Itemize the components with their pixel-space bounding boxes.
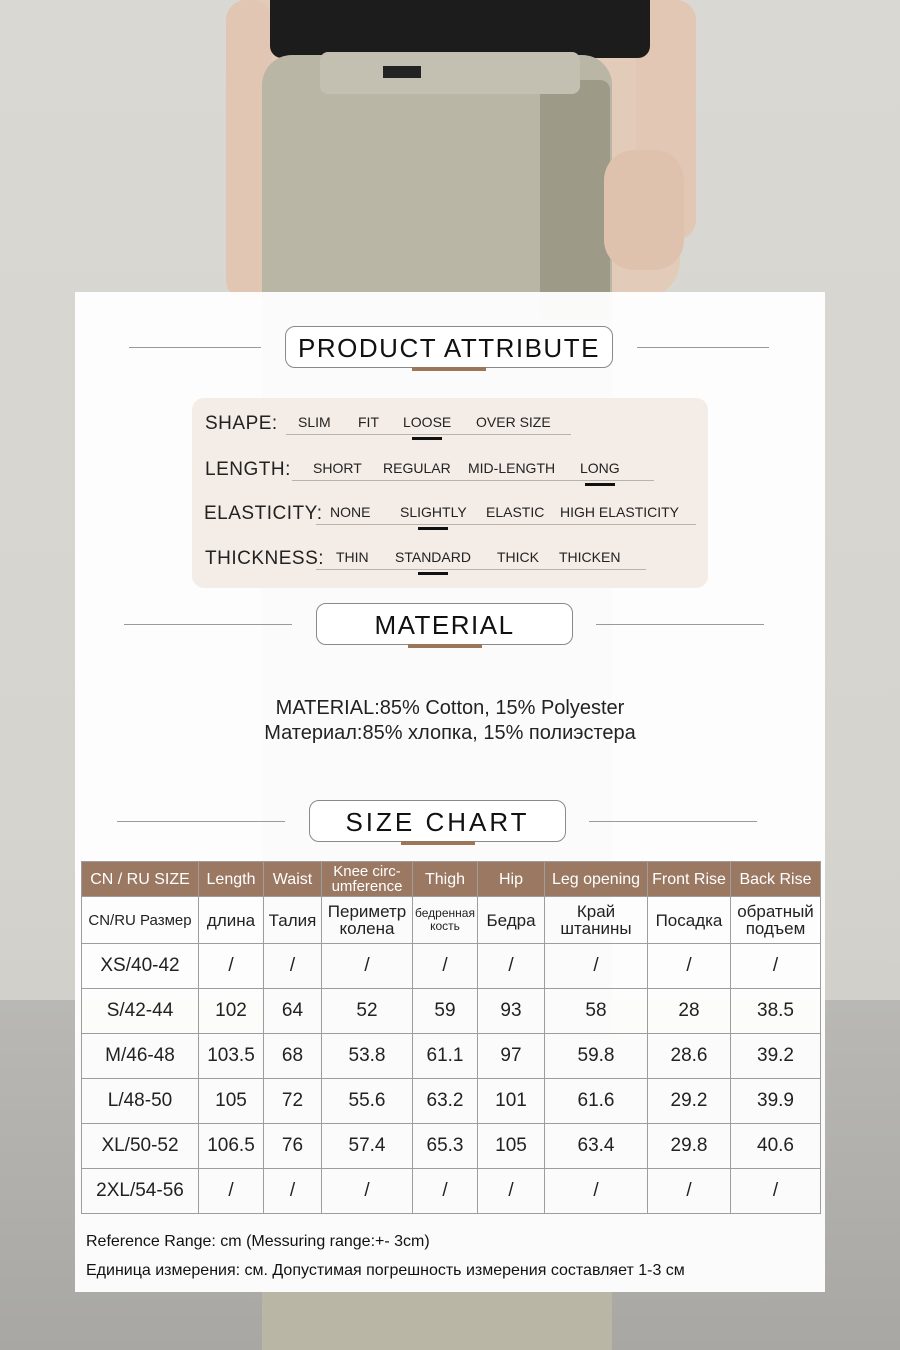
value-cell: / (545, 944, 648, 989)
value-cell: 103.5 (199, 1034, 264, 1079)
attr-option: HIGH ELASTICITY (560, 504, 680, 520)
attr-option: SHORT (313, 460, 362, 476)
attr-option: NONE (330, 504, 371, 520)
value-cell: 68 (264, 1034, 322, 1079)
size-chart-ru-header-row (82, 897, 821, 944)
value-cell: / (413, 944, 478, 989)
header-cell: Thigh (413, 862, 478, 897)
attributes-title: PRODUCT ATTRIBUTE (298, 333, 600, 363)
attr-option: THICK (497, 549, 539, 565)
size-chart-table (81, 861, 821, 1214)
attr-label-thickness: THICKNESS: (205, 548, 325, 569)
table-row (82, 989, 821, 1034)
waistband-label (383, 66, 421, 78)
attr-option-selected: LONG (580, 460, 620, 476)
table-row (82, 944, 821, 989)
ru-header-cell: CN/RU Размер (82, 897, 199, 944)
material-title: MATERIAL (374, 610, 515, 640)
attr-option: MID-LENGTH (468, 460, 556, 476)
table-row (82, 1079, 821, 1124)
value-cell: 28 (648, 989, 731, 1034)
attr-rule (292, 480, 654, 481)
attr-option-selected: LOOSE (403, 414, 452, 430)
value-cell: / (648, 944, 731, 989)
value-cell: 58 (545, 989, 648, 1034)
pants-side-panel (540, 80, 610, 320)
attr-label-elasticity: ELASTICITY: (204, 503, 323, 524)
value-cell: / (199, 1169, 264, 1214)
value-cell: 105 (199, 1079, 264, 1124)
value-cell: 38.5 (731, 989, 821, 1034)
value-cell: 28.6 (648, 1034, 731, 1079)
value-cell: 61.6 (545, 1079, 648, 1124)
value-cell: 65.3 (413, 1124, 478, 1169)
size-cell: S/42-44 (82, 989, 199, 1034)
value-cell: 63.2 (413, 1079, 478, 1124)
value-cell: 40.6 (731, 1124, 821, 1169)
header-cell: Hip (478, 862, 545, 897)
title-accent-bar (408, 644, 482, 648)
value-cell: 105 (478, 1124, 545, 1169)
table-row (82, 1169, 821, 1214)
header-cell: Front Rise (648, 862, 731, 897)
value-cell: 52 (322, 989, 413, 1034)
table-row (82, 1124, 821, 1169)
ru-header-cell: Бедра (478, 897, 545, 944)
value-cell: 64 (264, 989, 322, 1034)
ru-header-cell: Край штанины (545, 897, 648, 944)
header-cell: Knee circ-umference (322, 862, 413, 897)
model-hand (604, 150, 684, 270)
attr-option: THIN (336, 549, 369, 565)
size-chart-title-box (309, 800, 566, 842)
reference-range-en: Reference Range: cm (Messuring range:+- 3cm) (86, 1233, 430, 1250)
header-cell: Leg opening (545, 862, 648, 897)
pants-waistband (320, 52, 580, 94)
value-cell: / (413, 1169, 478, 1214)
attr-option: OVER SIZE (476, 414, 551, 430)
ru-header-cell: Посадка (648, 897, 731, 944)
value-cell: 97 (478, 1034, 545, 1079)
value-cell: / (322, 944, 413, 989)
value-cell: / (322, 1169, 413, 1214)
ru-header-cell: бедренная кость (413, 897, 478, 944)
title-accent-bar (401, 841, 475, 845)
ru-header-cell: Талия (264, 897, 322, 944)
material-text-ru: Материал:85% хлопка, 15% полиэстера (264, 722, 636, 744)
attr-rule (286, 434, 571, 435)
value-cell: 76 (264, 1124, 322, 1169)
value-cell: / (264, 1169, 322, 1214)
size-chart-title: SIZE CHART (345, 807, 530, 837)
size-cell: M/46-48 (82, 1034, 199, 1079)
attr-option-selected: STANDARD (395, 549, 471, 565)
attr-rule (316, 569, 646, 570)
value-cell: 102 (199, 989, 264, 1034)
attr-option-selected: SLIGHTLY (400, 504, 467, 520)
title-accent-bar (412, 367, 486, 371)
attr-option: FIT (358, 414, 379, 430)
title-rule-right (596, 624, 764, 625)
size-cell: XS/40-42 (82, 944, 199, 989)
value-cell: 53.8 (322, 1034, 413, 1079)
value-cell: / (648, 1169, 731, 1214)
attr-option: REGULAR (383, 460, 451, 476)
title-rule-right (589, 821, 757, 822)
value-cell: 29.2 (648, 1079, 731, 1124)
value-cell: 57.4 (322, 1124, 413, 1169)
value-cell: 59.8 (545, 1034, 648, 1079)
attr-option: ELASTIC (486, 504, 545, 520)
title-rule-left (117, 821, 285, 822)
ru-header-cell: Периметр колена (322, 897, 413, 944)
title-rule-right (637, 347, 769, 348)
value-cell: 59 (413, 989, 478, 1034)
value-cell: 39.2 (731, 1034, 821, 1079)
header-cell: Waist (264, 862, 322, 897)
material-text-en: MATERIAL:85% Cotton, 15% Polyester (275, 697, 625, 719)
header-cell: Length (199, 862, 264, 897)
attr-label-shape: SHAPE: (205, 413, 278, 434)
header-cell: Back Rise (731, 862, 821, 897)
attr-option: SLIM (298, 414, 331, 430)
table-row (82, 1034, 821, 1079)
value-cell: 93 (478, 989, 545, 1034)
size-cell: 2XL/54-56 (82, 1169, 199, 1214)
reference-range-ru: Единица измерения: см. Допустимая погрешность измерения составляет 1-3 см (86, 1262, 685, 1279)
value-cell: 101 (478, 1079, 545, 1124)
value-cell: / (199, 944, 264, 989)
value-cell: / (731, 1169, 821, 1214)
size-cell: L/48-50 (82, 1079, 199, 1124)
value-cell: / (264, 944, 322, 989)
value-cell: / (545, 1169, 648, 1214)
title-rule-left (124, 624, 292, 625)
model-crop-top (270, 0, 650, 58)
attributes-title-box (285, 326, 613, 368)
value-cell: 63.4 (545, 1124, 648, 1169)
attr-label-length: LENGTH: (205, 459, 291, 480)
attr-option: THICKEN (559, 549, 621, 565)
header-cell: CN / RU SIZE (82, 862, 199, 897)
size-cell: XL/50-52 (82, 1124, 199, 1169)
value-cell: 39.9 (731, 1079, 821, 1124)
value-cell: / (478, 944, 545, 989)
value-cell: 106.5 (199, 1124, 264, 1169)
title-rule-left (129, 347, 261, 348)
ru-header-cell: обратный подъем (731, 897, 821, 944)
attr-rule (316, 524, 696, 525)
ru-header-cell: длина (199, 897, 264, 944)
value-cell: / (731, 944, 821, 989)
size-chart-header-row (82, 862, 821, 897)
material-title-box (316, 603, 573, 645)
value-cell: 55.6 (322, 1079, 413, 1124)
value-cell: 61.1 (413, 1034, 478, 1079)
value-cell: / (478, 1169, 545, 1214)
value-cell: 72 (264, 1079, 322, 1124)
value-cell: 29.8 (648, 1124, 731, 1169)
